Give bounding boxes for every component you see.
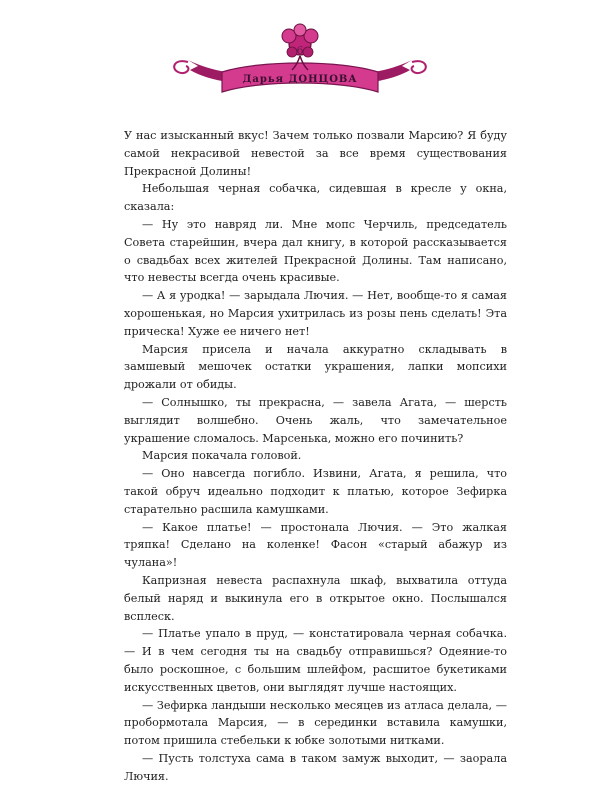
paragraph: — Зефирка ландыши несколько месяцев из атласа делала, — пробормотала Марсия, — в серединки вставила камушки, потом пришила стебельки к юбке золотыми нитками. xyxy=(124,698,507,748)
paragraph: — А я уродка! — зарыдала Лючия. — Нет, вообще-то я самая хорошенькая, но Марсия ухитрилась из розы пень сделать! Эта прическа! Хуже ее ничего нет! xyxy=(124,289,507,338)
page-header xyxy=(0,0,600,110)
paragraph: — Какое платье! — простонала Лючия. — Это жалкая тряпка! Сделано на коленке! Фасон «старый абажур из чулана»! xyxy=(124,520,507,570)
paragraph: — Ну это навряд ли. Мне мопс Черчиль, председатель Совета старейшин, вчера дал книгу, в которой рассказывается о свадьбах всех жителей Прекрасной Долины. Там написано, что невесты всегда очень красивые. xyxy=(124,217,507,285)
flourish-right xyxy=(412,61,426,73)
paragraph: — Солнышко, ты прекрасна, — завела Агата, — шерсть выглядит волшебно. Очень жаль, что замечательное украшение сломалось. Марсенька, можно его починить? xyxy=(124,395,507,445)
page-number: 6 xyxy=(296,44,304,57)
paragraph: Капризная невеста распахнула шкаф, выхватила оттуда белый наряд и выкинула его в открытое окно. Послышался всплеск. xyxy=(124,573,507,623)
body-text xyxy=(124,127,507,785)
paragraph: — Пусть толстуха сама в таком замуж выходит, — заорала Лючия. xyxy=(124,751,507,783)
flourish-left xyxy=(174,61,188,73)
paragraph: Небольшая черная собачка, сидевшая в кресле у окна, сказала: xyxy=(124,182,507,214)
author-name: Дарья ДОНЦОВА xyxy=(242,74,358,85)
paragraph: — Оно навсегда погибло. Извини, Агата, я решила, что такой обруч идеально подходит к платью, которое Зефирка старательно расшила камушками. xyxy=(124,467,507,516)
paragraph: Марсия присела и начала аккуратно складывать в замшевый мешочек остатки украшения, лапки мопсихи дрожали от обиды. xyxy=(124,342,507,392)
paragraph: У нас изысканный вкус! Зачем только позвали Марсию? Я буду самой некрасивой невестой за все время существования Прекрасной Долины! xyxy=(124,129,507,178)
paragraph: Марсия покачала головой. xyxy=(142,449,302,463)
paragraph: — Платье упало в пруд, — констатировала черная собачка. — И в чем сегодня ты на свадьбу отправишься? Одеяние-то было роскошное, с большим шлейфом, расшитое букетиками искусственных цветов, они выглядят лучше настоящих. xyxy=(124,627,507,694)
